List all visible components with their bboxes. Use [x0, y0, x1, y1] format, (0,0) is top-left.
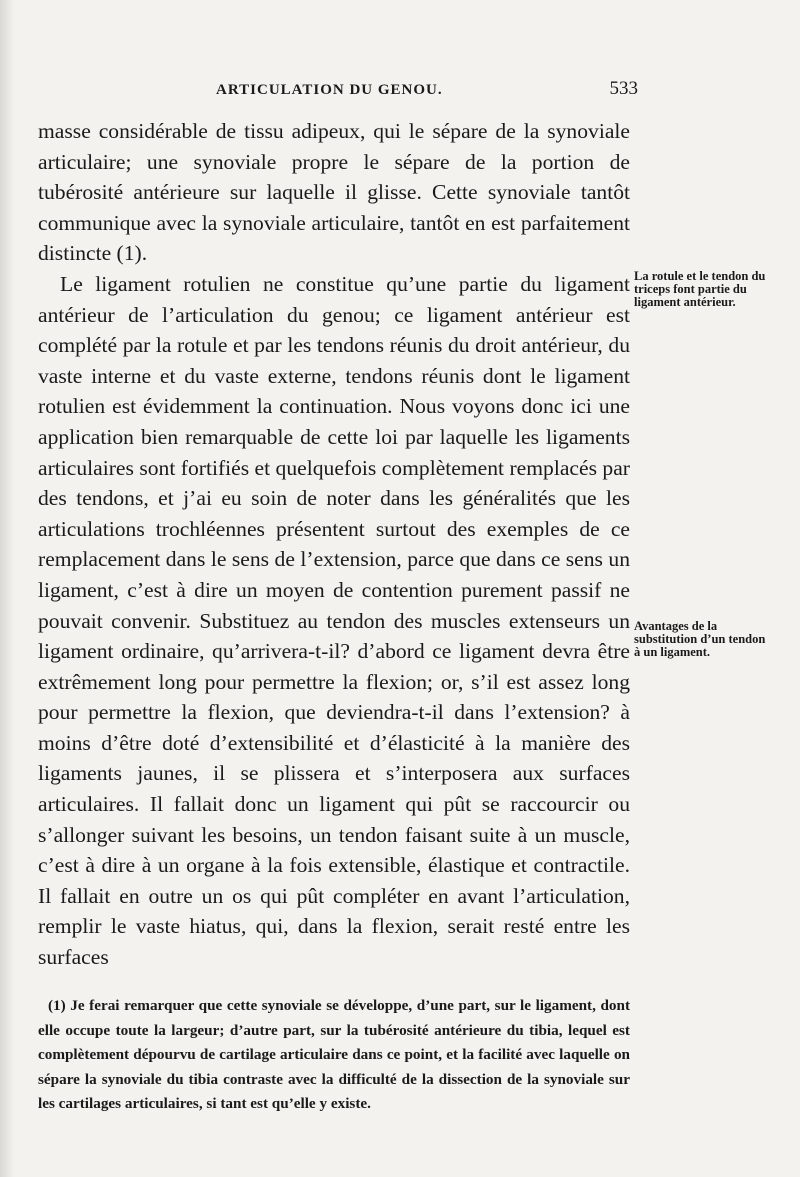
paragraph-continuation: masse considérable de tissu adipeux, qui le sépare de la synoviale articulaire; une synoviale propre le sépare de la portion de tubérosité antérieure sur laquelle il glisse. Cette synoviale tantôt communique avec la synoviale articulaire, tantôt en est parfaitement distincte (1).: [38, 119, 630, 266]
main-text: [38, 116, 630, 973]
margin-note-rotule: La rotule et le tendon du triceps font partie du ligament antérieur.: [634, 269, 766, 309]
page-number: 533: [609, 78, 638, 99]
page-header: [38, 78, 638, 102]
paragraph-ligament-rotulien: Le ligament rotulien ne constitue qu’une partie du ligament antérieur de l’articulation du genou; ce ligament antérieur est complété par la rotule et par les tendons réunis du droit antérieur, du vaste interne et du vaste externe, tendons réunis dont le ligament rotulien est évidemment la continuation. Nous voyons donc ici une application bien remarquable de cette loi par laquelle les ligaments articulaires sont fortifiés et quelquefois complètement remplacés par des tendons, et j’ai eu soin de noter dans les généralités que les articulations trochléennes présentent surtout des exemples de ce remplacement dans le sens de l’extension, parce que dans ce sens un ligament, c’est à dire un moyen de contention purement passif ne pouvait convenir. Substituez au tendon des muscles extenseurs un ligament ordinaire, qu’arrivera-t-il? d’abord ce ligament devra être extrêmement long pour permettre la flexion; or, s’il est assez long pour permettre la flexion, que deviendra-t-il dans l’extension? à moins d’être doté d’extensibilité et d’élasticité à la manière des ligaments jaunes, il se plissera et s’interposera aux surfaces articulaires. Il fallait donc un ligament qui pût se raccourcir ou s’allonger suivant les besoins, un tendon faisant suite à un muscle, c’est à dire à un organe à la fois extensible, élastique et contractile. Il fallait en outre un os qui pût compléter en avant l’articulation, remplir le vaste hiatus, qui, dans la flexion, serait resté entre les surfaces: [38, 271, 630, 970]
margin-note-avantages: Avantages de la substitution d’un tendon à un ligament.: [634, 619, 766, 659]
running-title: ARTICULATION DU GENOU.: [216, 82, 443, 98]
footnote: [38, 994, 630, 1117]
footnote-text: (1) Je ferai remarquer que cette synoviale se développe, d’une part, sur le ligament, dont elle occupe toute la largeur; d’autre part, sur la tubérosité antérieure du tibia, lequel est complètement dépourvu de cartilage articulaire dans ce point, et la facilité avec laquelle on sépare la synoviale du tibia contraste avec la difficulté de la dissection de la synoviale sur les cartilages articulaires, si tant est qu’elle y existe.: [38, 997, 630, 1113]
